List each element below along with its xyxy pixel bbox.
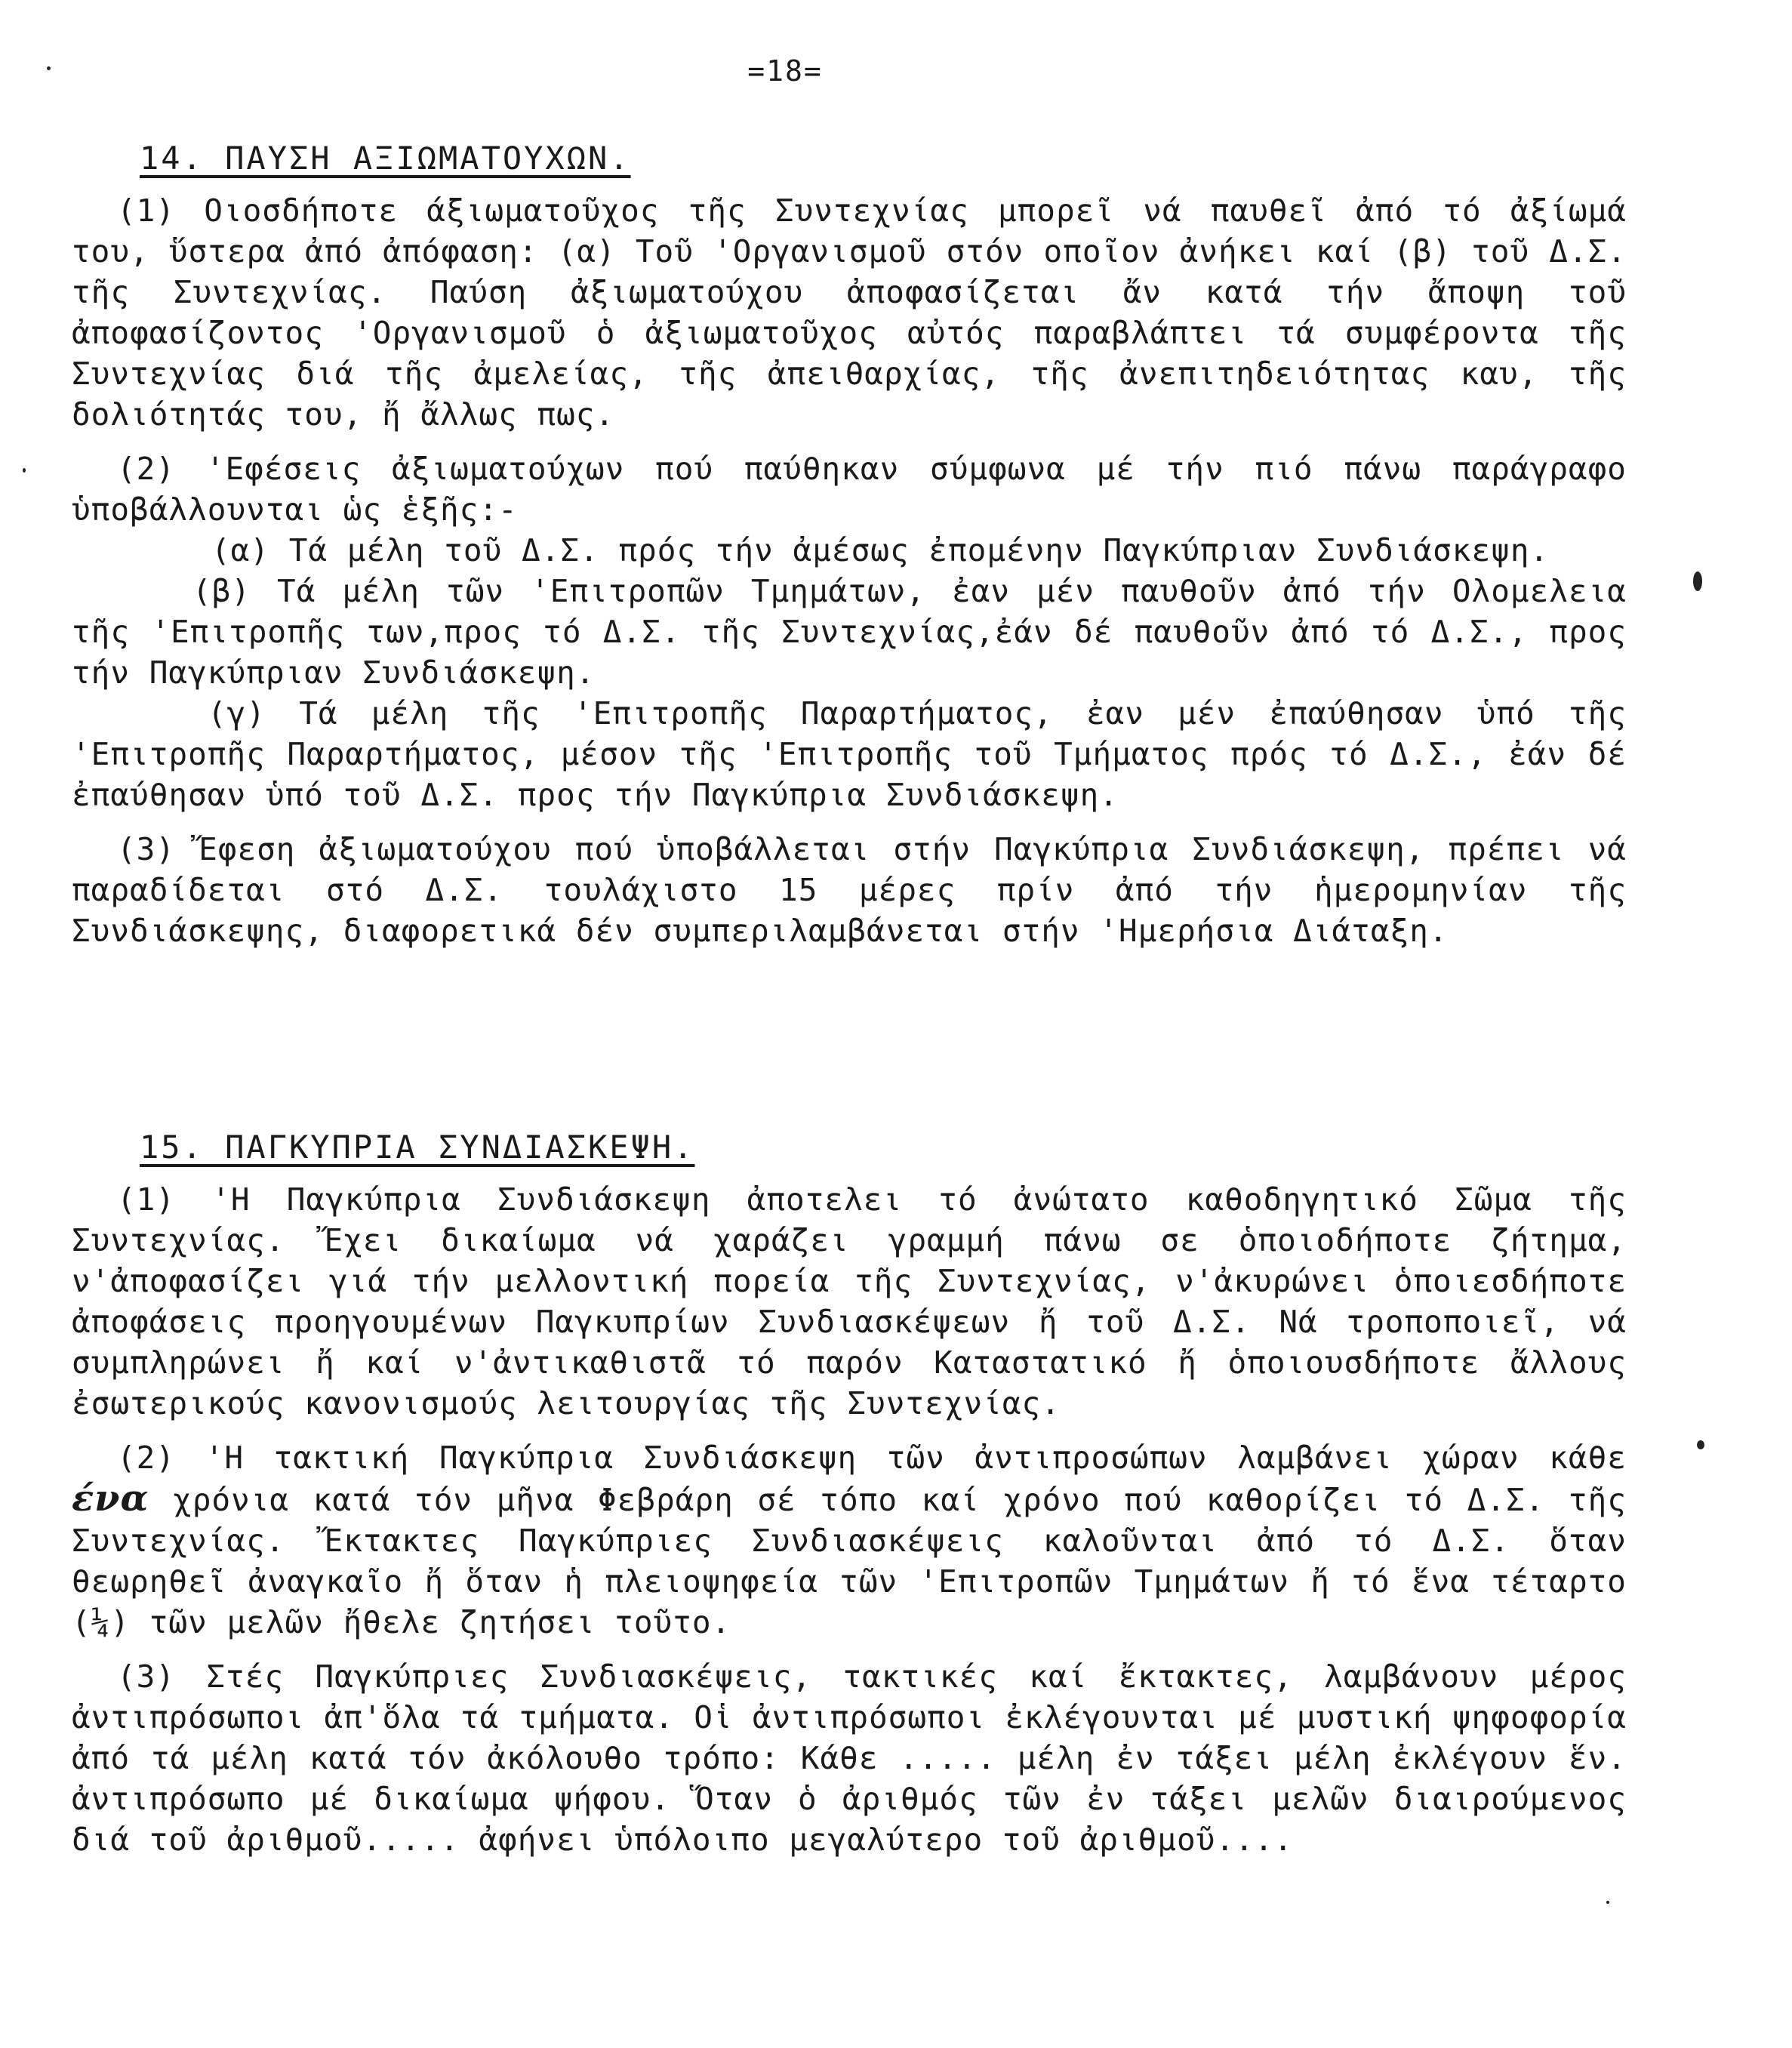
section-14 [72, 140, 1627, 965]
subparagraph: (α) Τά μέλη τοῦ Δ.Σ. πρός τήν ἀμέσως ἐπομένην Παγκύπριαν Συνδιάσκεψη. [211, 532, 1550, 568]
paragraph: (3) Στές Παγκύπριες Συνδιασκέψεις, τακτικές καί ἔκτακτες, λαμβάνουν μέρος ἀντιπρόσωποι ἀπ'ὅλα τά τμήματα. Οἱ ἀντιπρόσωποι ἐκλέγουνται μέ μυστική ψηφοφορία ἀπό τά μέλη κατά τόν ἀκόλουθο τρόπο: Κάθε ..... μέλη ἐν τάξει μέλη ἐκλέγουν ἕν. ἀντιπρόσωπο μέ δικαίωμα ψήφου. Ὅταν ὁ ἀριθμός τῶν ἐν τάξει μελῶν διαιρούμενος διά τοῦ ἀριθμοῦ..... ἀφήνει ὑπόλοιπο μεγαλύτερο τοῦ ἀριθμοῦ.... [72, 1658, 1627, 1858]
scan-mark [23, 468, 26, 473]
subparagraph: (β) Τά μέλη τῶν 'Επιτροπῶν Τμημάτων, ἐαν μέν παυθοῦν ἀπό τήν Ολομελεια τῆς 'Επιτροπῆς των,προς τό Δ.Σ. τῆς Συντεχνίας,ἐάν δέ παυθοῦν ἀπό τό Δ.Σ., προς τήν Παγκύπριαν Συνδιάσκεψη. [72, 573, 1627, 691]
scan-mark [1606, 1901, 1609, 1904]
paragraph-text: (2) 'Η τακτική Παγκύπρια Συνδιάσκεψη τῶν ἀντιπροσώπων λαμβάνει χώραν κάθε [117, 1440, 1627, 1476]
paragraph: (1) Οιοσδήποτε άξιωματοῦχος τῆς Συντεχνίας μπορεῖ νά παυθεῖ ἀπό τό ἀξίωμά του, ὕστερα ἀπό ἀπόφαση: (α) Τοῦ 'Οργανισμοῦ στόν οποῖον ἀνήκει καί (β) τοῦ Δ.Σ. τῆς Συντεχνίας. Παύση ἀξιωματούχου ἀποφασίζεται ἄν κατά τήν ἄποψη τοῦ ἀποφασίζοντος 'Οργανισμοῦ ὁ ἀξιωματοῦχος αὐτός παραβλάπτει τά συμφέροντα τῆς Συντεχνίας διά τῆς ἀμελείας, τῆς ἀπειθαρχίας, τῆς ἀνεπιτηδειότητας καυ, τῆς δολιότητάς του, ἤ ἄλλως πως. [72, 192, 1627, 433]
scan-mark [1693, 571, 1702, 591]
page-number: =18= [747, 54, 823, 88]
paragraph: (2) 'Εφέσεις ἀξιωματούχων πού παύθηκαν σύμφωνα μέ τήν πιό πάνω παράγραφο ὑποβάλλουνται ὡς ἑξῆς:- [72, 451, 1627, 528]
scan-mark [47, 66, 51, 70]
section-heading: 14. ΠΑΥΣΗ ΑΞΙΩΜΑΤΟΥΧΩΝ. [140, 140, 631, 177]
handwritten-insertion: ένα [72, 1477, 149, 1520]
paragraph: (3) Ἔφεση ἀξιωματούχου πού ὑποβάλλεται στήν Παγκύπρια Συνδιάσκεψη, πρέπει νά παραδίδεται στό Δ.Σ. τουλάχιστο 15 μέρες πρίν ἀπό τήν ἡμερομηνίαν τῆς Συνδιάσκεψης, διαφορετικά δέν συμπεριλαμβάνεται στήν 'Ημερήσια Διάταξη. [72, 831, 1627, 949]
paragraph [72, 1437, 1627, 1643]
paragraph-text: χρόνια κατά τόν μῆνα Φεβράρη σέ τόπο καί χρόνο πού καθορίζει τό Δ.Σ. τῆς Συντεχνίας. Ἔκτακτες Παγκύπριες Συνδιασκέψεις καλοῦνται ἀπό τό Δ.Σ. ὅταν θεωρηθεῖ ἀναγκαῖο ἤ ὅταν ἡ πλειοψηφεία τῶν 'Επιτροπῶν Τμημάτων ἤ τό ἕνα τέταρτο (¼) τῶν μελῶν ἤθελε ζητήσει τοῦτο. [72, 1482, 1627, 1640]
section-heading: 15. ΠΑΓΚΥΠΡΙΑ ΣΥΝΔΙΑΣΚΕΨΗ. [140, 1129, 695, 1166]
subparagraph: (γ) Τά μέλη τῆς 'Επιτροπῆς Παραρτήματος, ἐαν μέν ἐπαύθησαν ὑπό τῆς 'Επιτροπῆς Παραρτήματος, μέσον τῆς 'Επιτροπῆς τοῦ Τμήματος πρός τό Δ.Σ., ἐάν δέ ἐπαύθησαν ὑπό τοῦ Δ.Σ. προς τήν Παγκύπρια Συνδιάσκεψη. [72, 695, 1627, 813]
section-15 [72, 1129, 1627, 1874]
paragraph: (1) 'Η Παγκύπρια Συνδιάσκεψη ἀποτελει τό ἀνώτατο καθοδηγητικό Σῶμα τῆς Συντεχνίας. Ἔχει δικαίωμα νά χαράζει γραμμή πάνω σε ὁποιοδήποτε ζήτημα, ν'ἀποφασίζει γιά τήν μελλοντική πορεία τῆς Συντεχνίας, ν'ἀκυρώνει ὁποιεσδήποτε ἀποφάσεις προηγουμένων Παγκυπρίων Συνδιασκέψεων ἤ τοῦ Δ.Σ. Νά τροποποιεῖ, νά συμπληρώνει ἤ καί ν'ἀντικαθιστᾶ τό παρόν Καταστατικό ἤ ὁποιουσδήποτε ἄλλους ἐσωτερικούς κανονισμούς λειτουργίας τῆς Συντεχνίας. [72, 1181, 1627, 1421]
scan-mark [1697, 1440, 1704, 1449]
